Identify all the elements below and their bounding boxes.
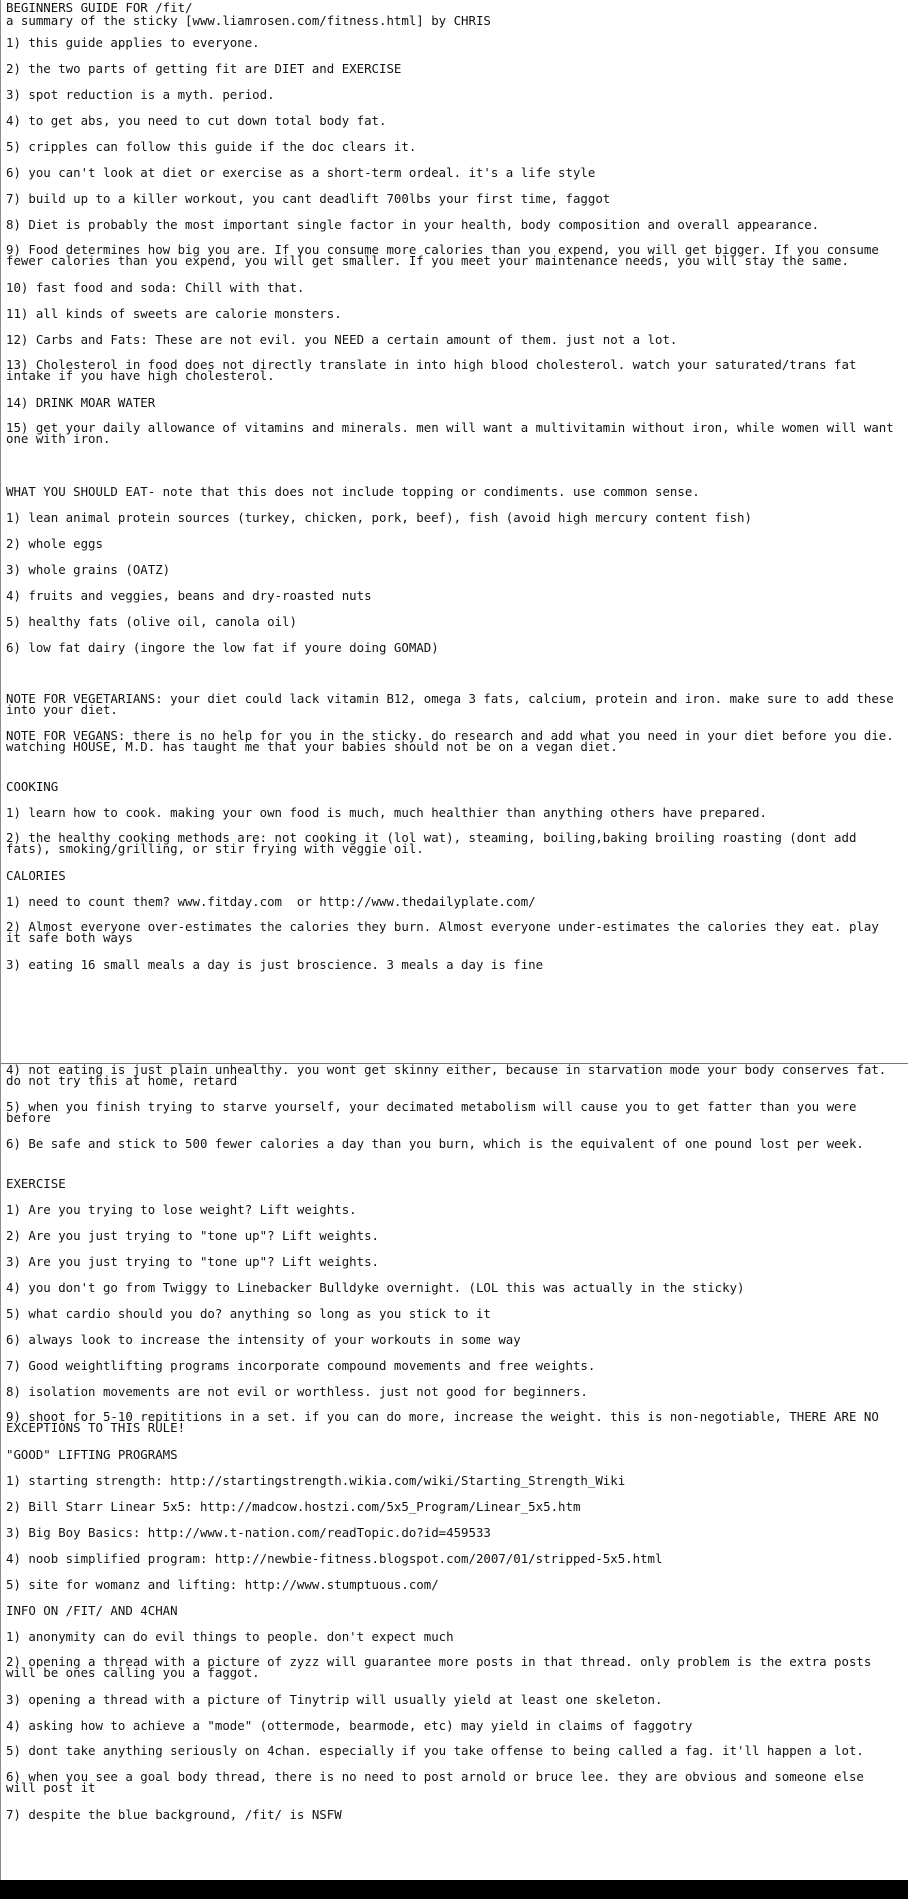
list-item: 1) learn how to cook. making your own food is much, much healthier than anything others have prepared. <box>6 805 767 820</box>
list-item: 6) Be safe and stick to 500 fewer calories a day than you burn, which is the equivalent of one pound lost per week. <box>6 1136 864 1151</box>
document-content-top <box>1 1 908 971</box>
list-item: 9) shoot for 5-10 repititions in a set. if you can do more, increase the weight. this is non-negotiable, THERE ARE NO EXCEPTIONS TO THIS RULE! <box>6 1409 887 1435</box>
section-heading-programs: "GOOD" LIFTING PROGRAMS <box>6 1447 178 1462</box>
page-subtitle: a summary of the sticky [www.liamrosen.com/fitness.html] by CHRIS <box>6 13 491 28</box>
list-item: 2) whole eggs <box>6 536 103 551</box>
list-item: 4) you don't go from Twiggy to Linebacker Bulldyke overnight. (LOL this was actually in the sticky) <box>6 1280 745 1295</box>
list-item: 6) low fat dairy (ingore the low fat if youre doing GOMAD) <box>6 640 439 655</box>
section-heading-info: INFO ON /FIT/ AND 4CHAN <box>6 1603 178 1618</box>
list-item: 7) build up to a killer workout, you cant deadlift 700lbs your first time, faggot <box>6 191 611 206</box>
list-item: 3) Big Boy Basics: http://www.t-nation.com/readTopic.do?id=459533 <box>6 1525 491 1540</box>
list-item: 1) Are you trying to lose weight? Lift weights. <box>6 1202 357 1217</box>
list-item: 1) need to count them? www.fitday.com or http://www.thedailyplate.com/ <box>6 894 536 909</box>
list-item: 8) isolation movements are not evil or worthless. just not good for beginners. <box>6 1384 588 1399</box>
list-item: 2) the two parts of getting fit are DIET and EXERCISE <box>6 61 402 76</box>
list-item: 6) when you see a goal body thread, there is no need to post arnold or bruce lee. they are obvious and someone else will post it <box>6 1769 872 1795</box>
list-item: 4) not eating is just plain unhealthy. you wont get skinny either, because in starvation mode your body conserves fat. do not try this at home, retard <box>6 1063 894 1088</box>
list-item: 3) opening a thread with a picture of Tinytrip will usually yield at least one skeleton. <box>6 1692 663 1707</box>
document-panel-bottom <box>1 1063 908 1880</box>
list-item: 5) when you finish trying to starve yourself, your decimated metabolism will cause you to get fatter than you were before <box>6 1099 864 1125</box>
list-item: 5) healthy fats (olive oil, canola oil) <box>6 614 297 629</box>
list-item: 5) what cardio should you do? anything so long as you stick to it <box>6 1306 491 1321</box>
list-item: 7) Good weightlifting programs incorporate compound movements and free weights. <box>6 1358 596 1373</box>
list-item: 12) Carbs and Fats: These are not evil. you NEED a certain amount of them. just not a lot. <box>6 332 678 347</box>
list-item: 2) the healthy cooking methods are: not cooking it (lol wat), steaming, boiling,baking broiling roasting (dont add fats), smoking/grilling, or stir frying with veggie oil. <box>6 830 864 856</box>
list-item: 1) lean animal protein sources (turkey, chicken, pork, beef), fish (avoid high mercury content fish) <box>6 510 752 525</box>
list-item: 2) opening a thread with a picture of zyzz will guarantee more posts in that thread. only problem is the extra posts will be ones calling you a faggot. <box>6 1654 879 1680</box>
list-item: 4) to get abs, you need to cut down total body fat. <box>6 113 387 128</box>
list-item: 14) DRINK MOAR WATER <box>6 395 156 410</box>
section-heading-eat: WHAT YOU SHOULD EAT- note that this does not include topping or condiments. use common sense. <box>6 484 700 499</box>
spacer <box>6 767 900 780</box>
list-item: 5) dont take anything seriously on 4chan. especially if you take offense to being called a fag. it'll happen a lot. <box>6 1743 864 1758</box>
list-item: 3) eating 16 small meals a day is just broscience. 3 meals a day is fine <box>6 957 544 972</box>
page-title: BEGINNERS GUIDE FOR /fit/ <box>6 0 193 15</box>
list-item: 15) get your daily allowance of vitamins and minerals. men will want a multivitamin without iron, while women will want one with iron. <box>6 420 902 446</box>
list-item: 11) all kinds of sweets are calorie monsters. <box>6 306 342 321</box>
list-item: 5) cripples can follow this guide if the doc clears it. <box>6 139 417 154</box>
list-item: 7) despite the blue background, /fit/ is NSFW <box>6 1807 342 1822</box>
list-item: 6) you can't look at diet or exercise as a short-term ordeal. it's a life style <box>6 165 596 180</box>
section-heading-cooking: COOKING <box>6 779 59 794</box>
document-panel-top <box>1 0 908 1063</box>
spacer <box>6 459 900 485</box>
list-item: 1) starting strength: http://startingstrength.wikia.com/wiki/Starting_Strength_Wiki <box>6 1473 626 1488</box>
list-item: 1) this guide applies to everyone. <box>6 35 260 50</box>
spacer <box>6 667 900 693</box>
list-item: 3) spot reduction is a myth. period. <box>6 87 275 102</box>
note-vegetarians: NOTE FOR VEGETARIANS: your diet could lack vitamin B12, omega 3 fats, calcium, protein and iron. make sure to add these into your diet. <box>6 691 902 717</box>
list-item: 8) Diet is probably the most important single factor in your health, body composition and overall appearance. <box>6 217 820 232</box>
list-item: 4) asking how to achieve a "mode" (ottermode, bearmode, etc) may yield in claims of faggotry <box>6 1718 693 1733</box>
list-item: 2) Are you just trying to "tone up"? Lift weights. <box>6 1228 379 1243</box>
note-vegans: NOTE FOR VEGANS: there is no help for you in the sticky. do research and add what you need in your diet before you die. watching HOUSE, M.D. has taught me that your babies should not be on a vegan diet. <box>6 728 902 754</box>
list-item: 5) site for womanz and lifting: http://www.stumptuous.com/ <box>6 1577 439 1592</box>
section-heading-exercise: EXERCISE <box>6 1176 66 1191</box>
list-item: 9) Food determines how big you are. If you consume more calories than you expend, you will get bigger. If you consume fewer calories than you expend, you will get smaller. If you meet your maintenance needs, you will stay the same. <box>6 242 887 268</box>
list-item: 4) noob simplified program: http://newbie-fitness.blogspot.com/2007/01/stripped-5x5.html <box>6 1551 663 1566</box>
list-item: 1) anonymity can do evil things to people. don't expect much <box>6 1629 454 1644</box>
list-item: 13) Cholesterol in food does not directly translate in into high blood cholesterol. watch your saturated/trans fat intake if you have high cholesterol. <box>6 357 864 383</box>
list-item: 4) fruits and veggies, beans and dry-roasted nuts <box>6 588 372 603</box>
section-heading-calories: CALORIES <box>6 868 66 883</box>
list-item: 10) fast food and soda: Chill with that. <box>6 280 305 295</box>
bottom-black-band <box>0 1880 908 1899</box>
list-item: 2) Bill Starr Linear 5x5: http://madcow.hostzi.com/5x5_Program/Linear_5x5.htm <box>6 1499 581 1514</box>
spacer <box>6 1164 900 1177</box>
document-content-bottom <box>1 1064 908 1821</box>
list-item: 6) always look to increase the intensity of your workouts in some way <box>6 1332 521 1347</box>
list-item: 3) Are you just trying to "tone up"? Lift weights. <box>6 1254 379 1269</box>
list-item: 2) Almost everyone over-estimates the calories they burn. Almost everyone under-estimates the calories they eat. play it safe both ways <box>6 919 887 945</box>
list-item: 3) whole grains (OATZ) <box>6 562 171 577</box>
